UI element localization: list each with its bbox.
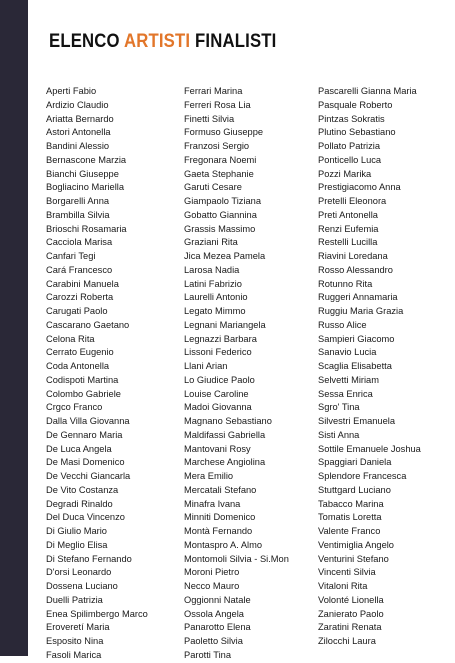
artist-name: Montaspro A. Almo (184, 539, 263, 550)
artist-name: Riavini Loredana (318, 251, 388, 261)
artist-name: Sgro' Tina (318, 402, 360, 413)
artist-name: Zanierato Paolo (318, 608, 384, 619)
artist-name: Graziani Rita (184, 237, 238, 248)
artist-name: Gaeta Stephanie (184, 168, 254, 179)
artist-name: De Masi Domenico (46, 457, 125, 468)
artist-name: D'orsi Leonardo (46, 567, 112, 578)
artist-name: Latini Fabrizio (184, 278, 242, 289)
artist-column-2 (184, 85, 289, 663)
artist-name: Sessa Enrica (318, 388, 373, 399)
artist-name: Pretelli Eleonora (318, 196, 387, 206)
artist-name: Di Meglio Elisa (46, 539, 108, 550)
artist-name: Formuso Giuseppe (184, 127, 264, 138)
artist-name: Cacciola Marisa (46, 237, 113, 248)
artist-name: De Gennaro Maria (46, 429, 123, 440)
artist-name: Pintzas Sokratis (318, 113, 385, 124)
artist-name: Ossola Angela (184, 608, 244, 619)
artist-name: Aperti Fabio (46, 86, 97, 96)
artist-name: Ruggiu Maria Grazia (318, 306, 404, 316)
artist-name: Di Stefano Fernando (46, 553, 132, 564)
artist-name: Minafra Ivana (184, 498, 241, 509)
artist-name: Mantovani Rosy (184, 443, 251, 454)
artist-name: Marchese Angiolina (184, 457, 266, 468)
artist-name: Garuti Cesare (184, 182, 242, 193)
artist-name: Venturini Stefano (318, 553, 389, 564)
artist-name: Renzi Eufemia (318, 223, 379, 234)
artist-name: Duelli Patrizia (46, 594, 103, 605)
artist-name: Bianchi Giuseppe (46, 168, 119, 179)
artist-name: Ponticello Luca (318, 154, 382, 165)
artist-name: Silvestri Emanuela (318, 416, 395, 426)
title-highlight: ARTISTI (123, 31, 191, 52)
artist-name: Montomoli Silvia - Si.Mon (184, 553, 289, 564)
artist-column-1 (46, 85, 148, 663)
artist-name: De Vecchi Giancarla (46, 471, 131, 481)
artist-name: Stuttgard Luciano (318, 484, 391, 495)
artist-name: Magnano Sebastiano (184, 416, 272, 426)
artist-name: Legato Mimmo (184, 306, 246, 316)
artist-name: Carozzi Roberta (46, 292, 114, 303)
artist-name: Ardizio Claudio (46, 99, 109, 110)
artist-name: Valente Franco (318, 526, 381, 536)
artist-name: Ferrari Marina (184, 86, 243, 96)
artist-name: De Luca Angela (46, 443, 112, 454)
artist-name: Carabini Manuela (46, 278, 119, 289)
artist-name: Lo Giudice Paolo (184, 374, 255, 385)
left-sidebar-band (0, 0, 28, 656)
artist-name: Plutino Sebastiano (318, 127, 396, 138)
artist-name: Madoi Giovanna (184, 402, 252, 413)
artist-name: Cerrato Eugenio (46, 347, 114, 358)
artist-name: Parotti Tina (184, 649, 232, 660)
artist-name: Bernascone Marzia (46, 154, 127, 165)
artist-name: Legnazzi Barbara (184, 333, 257, 344)
title-part-2: FINALISTI (190, 31, 277, 52)
artist-name: Ferreri Rosa Lia (184, 99, 251, 110)
artist-name: Brambilla Silvia (46, 209, 110, 220)
artist-name: Lissoni Federico (184, 347, 252, 358)
artist-name: Zaratini Renata (318, 622, 382, 633)
artist-name: Laurelli Antonio (184, 292, 248, 303)
artist-name: Dalla Villa Giovanna (46, 416, 130, 426)
artist-name: Vincenti Silvia (318, 567, 376, 578)
artist-name: Mera Emilio (184, 471, 234, 481)
page-title (49, 31, 276, 53)
artist-name: Prestigiacomo Anna (318, 182, 401, 193)
artist-name: Coda Antonella (46, 361, 110, 371)
artist-name: Ventimiglia Angelo (318, 539, 394, 550)
artist-name: Bandini Alessio (46, 141, 110, 151)
artist-name: Paoletto Silvia (184, 636, 243, 646)
artist-name: Degradi Rinaldo (46, 498, 113, 509)
artist-name: Ruggeri Annamaria (318, 292, 398, 303)
artist-name: Astori Antonella (46, 127, 111, 138)
title-part-1: ELENCO (49, 31, 124, 52)
artist-column-3 (318, 85, 421, 649)
artist-name: Fregonara Noemi (184, 154, 257, 165)
artist-name: Pasquale Roberto (318, 99, 393, 110)
artist-name: Crgco Franco (46, 402, 103, 413)
artist-name: Borgarelli Anna (46, 196, 110, 206)
artist-name: Larosa Nadia (184, 264, 240, 275)
artist-name: Giampaolo Tiziana (184, 196, 261, 206)
artist-name: Oggionni Natale (184, 594, 251, 605)
artist-name: Brioschi Rosamaria (46, 223, 127, 234)
artist-name: Spaggiari Daniela (318, 457, 392, 468)
artist-name: Selvetti Miriam (318, 374, 379, 385)
artist-name: Minniti Domenico (184, 512, 256, 523)
artist-name: Grassis Massimo (184, 223, 256, 234)
artist-name: Splendore Francesca (318, 471, 407, 481)
artist-name: Pozzi Marika (318, 168, 372, 179)
artist-name: Canfari Tegi (46, 251, 96, 261)
artist-name: Restelli Lucilla (318, 237, 378, 248)
artist-name: De Vito Costanza (46, 484, 119, 495)
artist-name: Scaglia Elisabetta (318, 361, 392, 371)
artist-name: Llani Arian (184, 361, 228, 371)
artist-name: Codispoti Martina (46, 374, 119, 385)
artist-name: Finetti Silvia (184, 113, 235, 124)
artist-name: Moroni Pietro (184, 567, 240, 578)
artist-name: Montà Fernando (184, 526, 253, 536)
artist-name: Enea Spilimbergo Marco (46, 608, 148, 619)
artist-name: Panarotto Elena (184, 622, 251, 633)
artist-name: Sisti Anna (318, 429, 360, 440)
artist-name: Pascarelli Gianna Maria (318, 86, 417, 96)
artist-name: Vitaloni Rita (318, 581, 368, 591)
artist-name: Dossena Luciano (46, 581, 118, 591)
artist-name: Louise Caroline (184, 388, 249, 399)
artist-name: Sampieri Giacomo (318, 333, 395, 344)
artist-name: Necco Mauro (184, 581, 240, 591)
artist-name: Del Duca Vincenzo (46, 512, 125, 523)
artist-name: Maldifassi Gabriella (184, 429, 266, 440)
artist-name: Cará Francesco (46, 264, 113, 275)
artist-name: Esposito Nina (46, 636, 104, 646)
artist-name: Celona Rita (46, 333, 95, 344)
artist-name: Zilocchi Laura (318, 636, 376, 646)
artist-name: Mercatali Stefano (184, 484, 257, 495)
artist-name: Russo Alice (318, 319, 367, 330)
artist-name: Rosso Alessandro (318, 264, 393, 275)
artist-name: Di Giulio Mario (46, 526, 107, 536)
artist-name: Pollato Patrizia (318, 141, 381, 151)
artist-name: Carugati Paolo (46, 306, 108, 316)
artist-name: Tomatis Loretta (318, 512, 382, 523)
artist-name: Colombo Gabriele (46, 388, 121, 399)
artist-name: Eroveretí Maria (46, 622, 110, 633)
artist-name: Legnani Mariangela (184, 319, 266, 330)
artist-name: Ariatta Bernardo (46, 113, 114, 124)
artist-name: Sottile Emanuele Joshua (318, 443, 421, 454)
artist-name: Sanavio Lucia (318, 347, 377, 358)
artist-name: Fasoli Marica (46, 649, 102, 660)
artist-name: Tabacco Marina (318, 498, 384, 509)
artist-name: Gobatto Giannina (184, 209, 257, 220)
artist-name: Jica Mezea Pamela (184, 251, 266, 261)
artist-name: Cascarano Gaetano (46, 319, 130, 330)
artist-name: Bogliacino Mariella (46, 182, 125, 193)
artist-name: Franzosi Sergio (184, 141, 250, 151)
artist-name: Volonté Lionella (318, 594, 384, 605)
artist-name: Rotunno Rita (318, 278, 373, 289)
artist-name: Preti Antonella (318, 209, 378, 220)
